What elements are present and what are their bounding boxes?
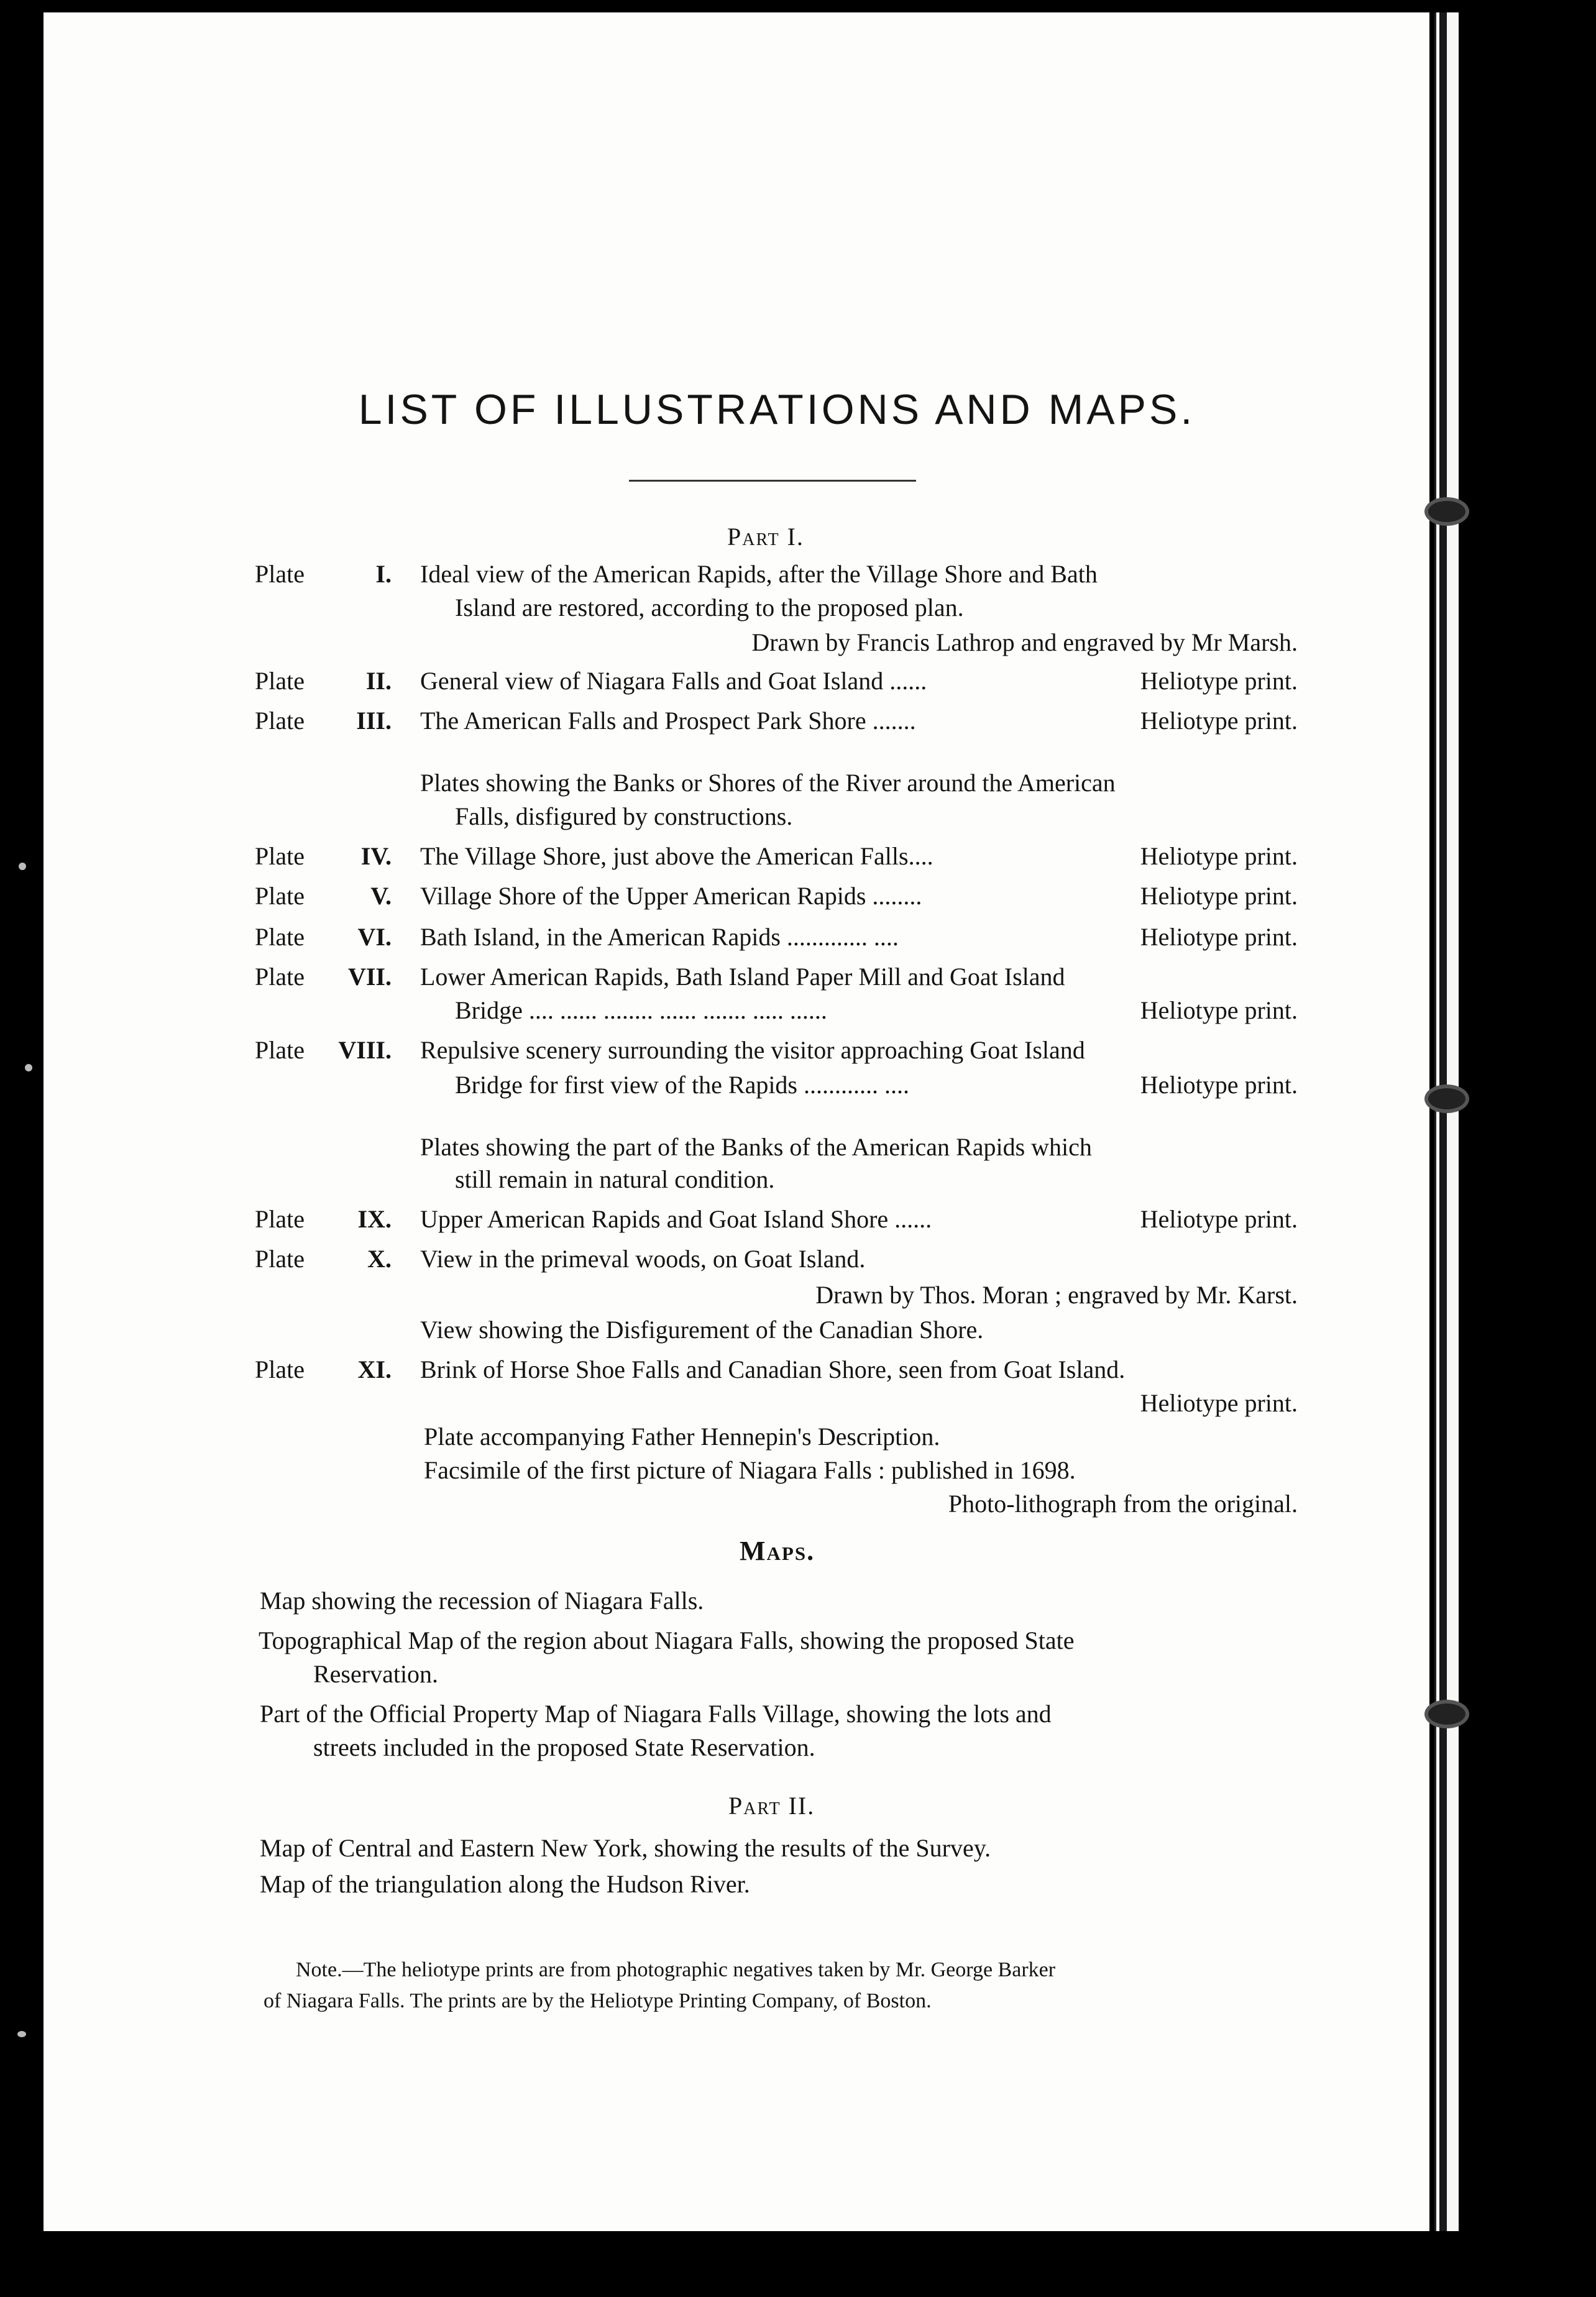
map-entry: Map of the triangulation along the Hudson River.: [260, 1870, 750, 1898]
plate-print-type: Heliotype print.: [1140, 996, 1298, 1024]
plate-label: Plate: [255, 1355, 305, 1383]
plate-description: The American Falls and Prospect Park Shore .......: [420, 707, 916, 735]
plate-label: Plate: [255, 842, 305, 870]
map-entry: Topographical Map of the region about Niagara Falls, showing the proposed State: [259, 1626, 1075, 1654]
plate-number: XI.: [357, 1355, 392, 1383]
binding-knot: [1424, 497, 1469, 526]
part-two-heading: Part II.: [728, 1792, 815, 1820]
plate-print-type: Heliotype print.: [1140, 923, 1298, 951]
plate-description: View showing the Disfigurement of the Canadian Shore.: [420, 1316, 984, 1344]
margin-speck: [25, 1064, 32, 1071]
plate-number: III.: [356, 707, 392, 735]
map-entry: Part of the Official Property Map of Niagara Falls Village, showing the lots and: [260, 1700, 1052, 1728]
plate-number: VIII.: [338, 1036, 392, 1064]
plate-description: Repulsive scenery surrounding the visitor approaching Goat Island: [420, 1036, 1085, 1064]
footnote: Note.—The heliotype prints are from photographic negatives taken by Mr. George Barker: [296, 1958, 1056, 1981]
plate-credit: Drawn by Francis Lathrop and engraved by Mr Marsh.: [751, 628, 1298, 656]
plate-credit: Photo-lithograph from the original.: [948, 1490, 1298, 1518]
plate-number: V.: [370, 882, 392, 910]
maps-heading: Maps.: [740, 1536, 815, 1566]
plate-number: IV.: [360, 842, 392, 870]
plate-description: Village Shore of the Upper American Rapids ........: [420, 882, 922, 910]
plate-description: General view of Niagara Falls and Goat Island ......: [420, 667, 927, 695]
title-rule: [629, 480, 916, 482]
plate-description-continued: Island are restored, according to the proposed plan.: [455, 594, 964, 621]
plate-credit: Drawn by Thos. Moran ; engraved by Mr. Karst.: [815, 1281, 1298, 1309]
plate-group-caption: Plates showing the part of the Banks of the American Rapids which: [420, 1133, 1092, 1161]
plate-description: View in the primeval woods, on Goat Island.: [420, 1245, 866, 1273]
plate-label: Plate: [255, 667, 305, 695]
plate-number: VII.: [347, 963, 392, 991]
plate-group-caption: Plates showing the Banks or Shores of the River around the American: [420, 769, 1116, 797]
part-one-heading: Part I.: [727, 523, 804, 551]
plate-label: Plate: [255, 923, 305, 951]
plate-print-type: Heliotype print.: [1140, 882, 1298, 910]
margin-speck: [19, 863, 26, 870]
plate-description: Bath Island, in the American Rapids ............. ....: [420, 923, 899, 951]
plate-group-caption-continued: Falls, disfigured by constructions.: [455, 802, 793, 830]
map-entry: Map showing the recession of Niagara Falls.: [260, 1587, 704, 1615]
plate-description: The Village Shore, just above the American Falls....: [420, 842, 933, 870]
map-entry-continued: streets included in the proposed State Reservation.: [313, 1733, 815, 1761]
plate-print-type: Heliotype print.: [1140, 707, 1298, 735]
plate-group-caption-continued: still remain in natural condition.: [455, 1165, 775, 1193]
plate-number: X.: [367, 1245, 392, 1273]
plate-description: Plate accompanying Father Hennepin's Description.: [424, 1423, 940, 1451]
plate-number: IX.: [357, 1205, 392, 1233]
footnote-continued: of Niagara Falls. The prints are by the Heliotype Printing Company, of Boston.: [264, 1989, 932, 2012]
map-entry-continued: Reservation.: [313, 1660, 439, 1688]
plate-print-type: Heliotype print.: [1140, 1205, 1298, 1233]
plate-description: Upper American Rapids and Goat Island Shore ......: [420, 1205, 932, 1233]
plate-label: Plate: [255, 882, 305, 910]
margin-speck: [17, 2031, 26, 2037]
plate-label: Plate: [255, 1205, 305, 1233]
plate-print-type: Heliotype print.: [1140, 842, 1298, 870]
plate-number: VI.: [357, 923, 392, 951]
plate-description: Facsimile of the first picture of Niagara Falls : published in 1698.: [424, 1456, 1076, 1484]
plate-label: Plate: [255, 963, 305, 991]
plate-number: I.: [375, 560, 392, 588]
plate-print-type: Heliotype print.: [1140, 1071, 1298, 1099]
plate-description: Ideal view of the American Rapids, after the Village Shore and Bath: [420, 560, 1098, 588]
map-entry: Map of Central and Eastern New York, showing the results of the Survey.: [260, 1834, 991, 1862]
plate-description-continued: Bridge .... ...... ........ ...... ....... ..... ......: [455, 996, 827, 1024]
binding-knot: [1424, 1084, 1469, 1113]
page-title: LIST OF ILLUSTRATIONS AND MAPS.: [358, 386, 1196, 433]
plate-description-continued: Bridge for first view of the Rapids ............ ....: [455, 1071, 909, 1099]
plate-print-type: Heliotype print.: [1140, 667, 1298, 695]
plate-description: Lower American Rapids, Bath Island Paper Mill and Goat Island: [420, 963, 1065, 991]
plate-label: Plate: [255, 1036, 305, 1064]
plate-label: Plate: [255, 560, 305, 588]
plate-description: Brink of Horse Shoe Falls and Canadian Shore, seen from Goat Island.: [420, 1355, 1126, 1383]
plate-print-type: Heliotype print.: [1140, 1389, 1298, 1417]
binding-knot: [1424, 1700, 1469, 1728]
spine-thread: [1439, 12, 1447, 2231]
plate-label: Plate: [255, 707, 305, 735]
plate-number: II.: [365, 667, 392, 695]
plate-label: Plate: [255, 1245, 305, 1273]
